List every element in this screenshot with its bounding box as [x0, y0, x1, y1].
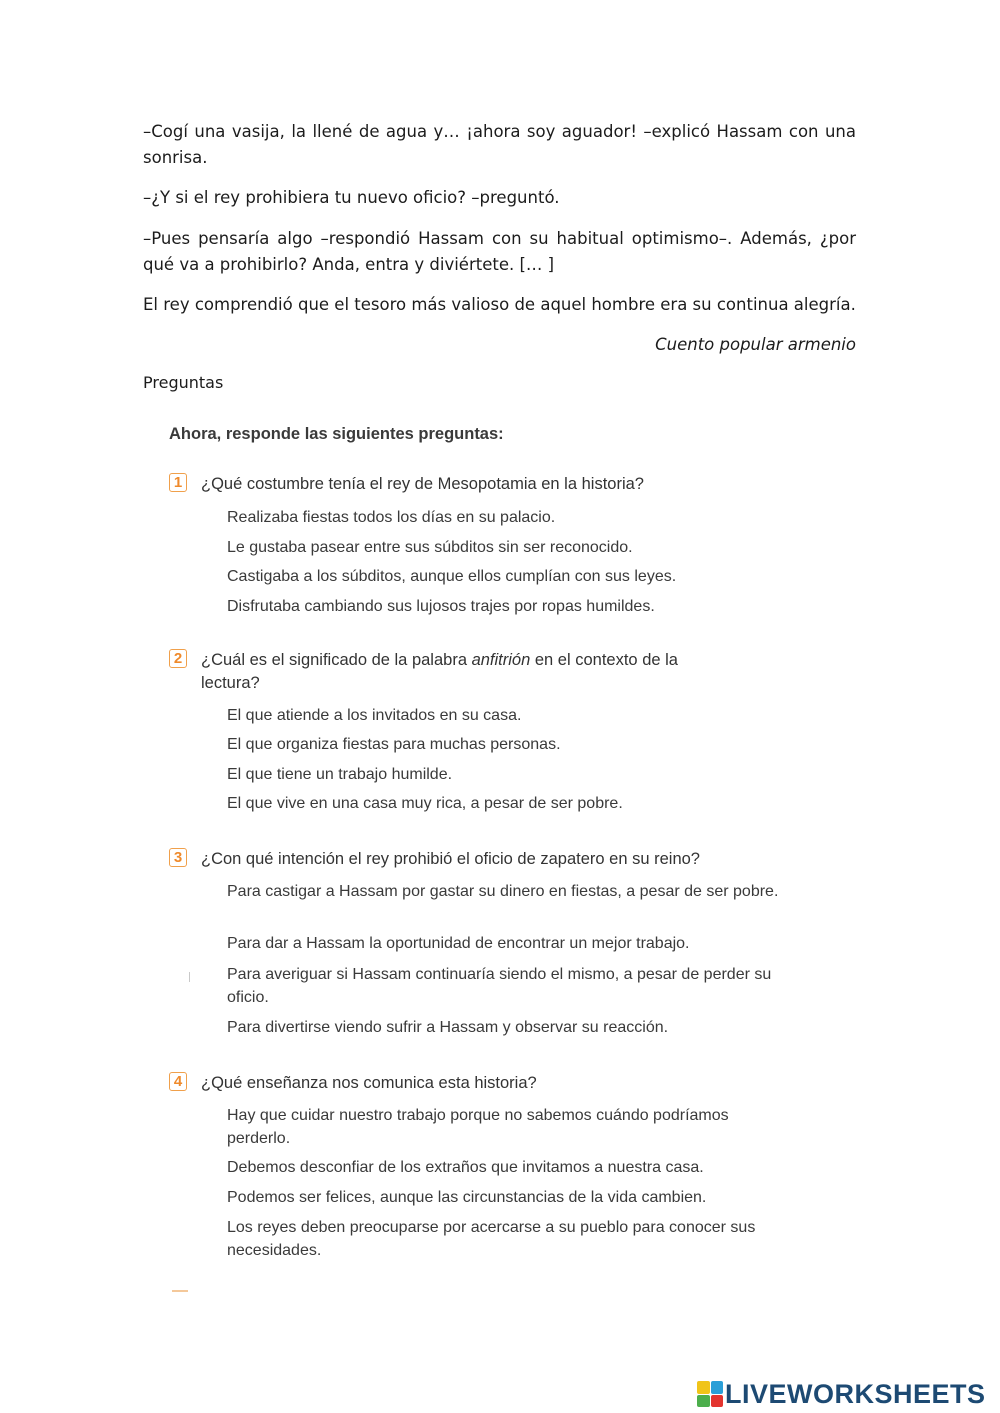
- logo-text: LIVEWORKSHEETS: [725, 1378, 986, 1409]
- question-text: ¿Cuál es el significado de la palabra anfitrión en el contexto de la lectura?: [201, 651, 678, 692]
- divider: [172, 1290, 188, 1292]
- question-3: [169, 848, 789, 871]
- answer-option[interactable]: Hay que cuidar nuestro trabajo porque no sabemos cuándo podríamos perderlo.: [227, 1107, 729, 1147]
- answer-option[interactable]: El que tiene un trabajo humilde.: [227, 766, 453, 783]
- answer-option[interactable]: Podemos ser felices, aunque las circunstancias de la vida cambien.: [227, 1189, 707, 1206]
- answer-option[interactable]: Los reyes deben preocuparse por acercarse a su pueblo para conocer sus necesidades.: [227, 1219, 756, 1259]
- emphasized-word: anfitrión: [471, 651, 531, 669]
- story-paragraph: –Cogí una vasija, la llené de agua y… ¡ahora soy aguador! –explicó Hassam con una sonrisa.: [143, 122, 856, 167]
- answer-option[interactable]: Para averiguar si Hassam continuaría siendo el mismo, a pesar de perder su oficio.: [227, 966, 772, 1006]
- divider: [189, 972, 190, 982]
- question-1: [169, 473, 789, 496]
- question-number-badge: 4: [169, 1072, 187, 1091]
- question-text: ¿Qué costumbre tenía el rey de Mesopotamia en la historia?: [201, 475, 644, 493]
- answer-option[interactable]: El que atiende a los invitados en su casa.: [227, 707, 522, 724]
- section-label: Preguntas: [143, 373, 224, 392]
- question-2: [169, 649, 729, 695]
- question-4: [169, 1072, 789, 1095]
- answer-option[interactable]: Le gustaba pasear entre sus súbditos sin ser reconocido.: [227, 539, 633, 556]
- answer-option[interactable]: Debemos desconfiar de los extraños que invitamos a nuestra casa.: [227, 1159, 704, 1176]
- question-number-badge: 3: [169, 848, 187, 867]
- answer-option[interactable]: El que vive en una casa muy rica, a pesar de ser pobre.: [227, 795, 623, 812]
- question-text: ¿Con qué intención el rey prohibió el oficio de zapatero en su reino?: [201, 850, 700, 868]
- answer-option[interactable]: Para castigar a Hassam por gastar su dinero en fiestas, a pesar de ser pobre.: [227, 883, 779, 900]
- liveworksheets-logo: [697, 1378, 986, 1410]
- question-number-badge: 2: [169, 649, 187, 668]
- answer-option[interactable]: El que organiza fiestas para muchas personas.: [227, 736, 561, 753]
- answer-option[interactable]: Para dar a Hassam la oportunidad de encontrar un mejor trabajo.: [227, 935, 690, 952]
- story-paragraph: El rey comprendió que el tesoro más valioso de aquel hombre era su continua alegría.: [143, 295, 856, 314]
- question-text: ¿Qué enseñanza nos comunica esta historia?: [201, 1074, 537, 1092]
- answer-option[interactable]: Castigaba a los súbditos, aunque ellos cumplían con sus leyes.: [227, 568, 677, 585]
- answer-option[interactable]: Disfrutaba cambiando sus lujosos trajes por ropas humildes.: [227, 598, 655, 615]
- story-paragraph: –¿Y si el rey prohibiera tu nuevo oficio? –preguntó.: [143, 188, 560, 207]
- story-paragraph: –Pues pensaría algo –respondió Hassam con su habitual optimismo–. Además, ¿por qué va a prohibirlo? Anda, entra y diviértete. [… ]: [143, 229, 856, 274]
- instructions-heading: Ahora, responde las siguientes preguntas:: [169, 425, 504, 443]
- logo-icon: [697, 1381, 723, 1407]
- answer-option[interactable]: Para divertirse viendo sufrir a Hassam y observar su reacción.: [227, 1019, 669, 1036]
- question-number-badge: 1: [169, 473, 187, 492]
- answer-option[interactable]: Realizaba fiestas todos los días en su palacio.: [227, 509, 556, 526]
- story-source: Cuento popular armenio: [655, 335, 856, 354]
